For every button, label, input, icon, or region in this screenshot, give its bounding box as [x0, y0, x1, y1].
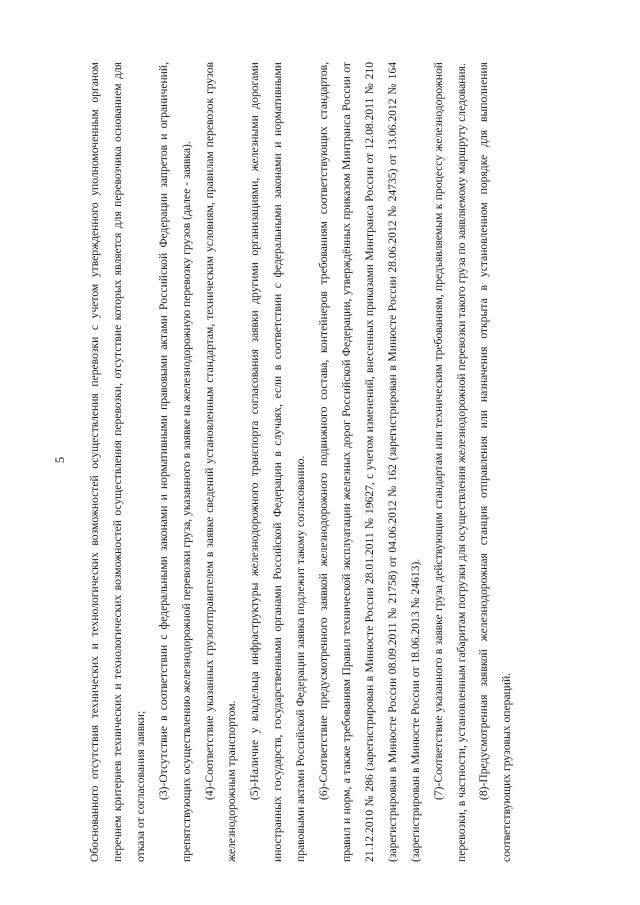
paragraph-item-6: (6)-Соответствие предусмотренного заявкой железнодорожного подвижного состава, контейнеров требованиям соответствующих стандартов, правил и норм, а также требованиям Правил технической эксплуатации железных дорог Российской Федерации, утверждённых приказом Минтранса России от 21.12.2010 № 286 (зарегистрирован в Минюсте России 28.01.2011 № 19627, с учетом изменений, внесенных приказами Минтранса России от 12.08.2011 № 210 (зарегистрирован в Минюсте России 08.09.2011 № 21758) от 04.06.2012 № 162 (зарегистрирован в Минюсте России 28.06.2012 № 24735) от 13.06.2012 № 164 (зарегистрирован в Минюсте России от 18.06.2013 № 24613).: [317, 62, 422, 862]
paragraph-item-7: (7)-Соответствие указанного в заявке груза действующим стандартам или техническим требованиям, предъявляемым к процессу железнодорожной перевозки, в частности, установленным габаритам погрузки для осуществления железнодорожной перевозки такого груза по заявляемому маршруту следования.: [431, 62, 468, 862]
paragraph-intro: Обоснованного отсутствия технических и технологических возможностей осуществления перевозки с учетом утвержденного уполномоченным органом перечнем критериев технических и технологических возможностей осуществления перевозки, отсутствие которых является для перевозчика основанием для отказа от согласования заявки;: [88, 62, 147, 862]
paragraph-item-4: (4)-Соответствие указанных грузоотправителем в заявке сведений установленным стандартам, техническим условиям, правилам перевозок грузов железнодорожным транспортом.: [202, 62, 239, 862]
document-body: [84, 62, 519, 862]
paragraph-item-3: (3)-Отсутствие в соответствии с федеральными законами и нормативными правовыми актами Российской Федерации запретов и ограничений, препятствующих осуществлению железнодорожной перевозки груза, указанного в заявке на железнодорожную перевозку грузов (далее - заявка).: [156, 62, 193, 862]
paragraph-item-5: (5)-Наличие у владельца инфраструктуры железнодорожного транспорта согласования заявки другими организациями, железными дорогами иностранных государств, государственными органами Российской Федерации в случаях, если в соответствии с федеральными законами и нормативными правовыми актами Российской Федерации заявка подлежит такому согласованию.: [248, 62, 308, 862]
rotated-content: [50, 40, 610, 880]
page-number: 5: [52, 456, 67, 464]
paragraph-item-8: (8)-Предусмотренная заявкой железнодорожная станция отправления или назначения открыта в установленном порядке для выполнения соответствующих грузовых операций.: [477, 62, 514, 862]
